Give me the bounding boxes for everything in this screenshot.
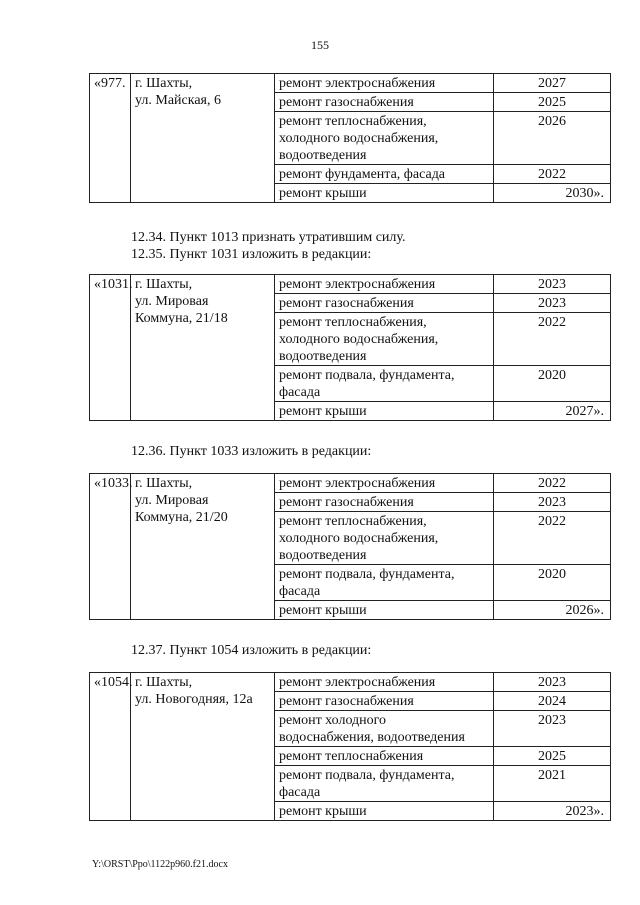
year-cell: 2022 xyxy=(494,165,611,184)
address-line: г. Шахты, xyxy=(135,675,193,690)
item-number: «1031. xyxy=(90,275,131,421)
work-cell xyxy=(275,366,494,402)
year-cell: 2023 xyxy=(494,673,611,692)
work-cell xyxy=(275,474,494,493)
work-line: ремонт электроснабжения xyxy=(279,476,436,491)
table-item-977 xyxy=(89,73,611,203)
work-cell xyxy=(275,512,494,565)
address-cell xyxy=(131,275,275,421)
year-cell: 2027 xyxy=(494,74,611,93)
year-cell: 2022 xyxy=(494,474,611,493)
work-cell xyxy=(275,184,494,203)
page-number: 155 xyxy=(311,38,329,52)
work-line: ремонт холодного xyxy=(279,713,387,728)
work-line: водоотведения xyxy=(279,548,367,563)
work-cell xyxy=(275,74,494,93)
address-cell xyxy=(131,474,275,620)
address-line: ул. Мировая xyxy=(135,493,209,508)
work-line: ремонт подвала, фундамента, xyxy=(279,368,455,383)
work-line: ремонт теплоснабжения xyxy=(279,749,424,764)
year-cell: 2026 xyxy=(494,112,611,165)
address-line: ул. Мировая xyxy=(135,294,209,309)
paragraph-12-36: 12.36. Пункт 1033 изложить в редакции: xyxy=(131,444,372,459)
work-line: водоснабжения, водоотведения xyxy=(279,730,465,745)
year-cell: 2023 xyxy=(494,275,611,294)
work-cell xyxy=(275,673,494,692)
year-cell: 2025 xyxy=(494,747,611,766)
work-cell xyxy=(275,601,494,620)
work-line: фасада xyxy=(279,584,321,599)
work-line: ремонт электроснабжения xyxy=(279,675,436,690)
work-line: ремонт теплоснабжения, xyxy=(279,514,427,529)
work-line: водоотведения xyxy=(279,148,367,163)
address-cell xyxy=(131,673,275,821)
table-item-1031 xyxy=(89,274,611,421)
work-line: ремонт газоснабжения xyxy=(279,694,414,709)
work-line: ремонт подвала, фундамента, xyxy=(279,768,455,783)
work-cell xyxy=(275,165,494,184)
address-line: Коммуна, 21/20 xyxy=(135,510,228,525)
work-line: ремонт фундамента, фасада xyxy=(279,167,446,182)
paragraph-12-35: 12.35. Пункт 1031 изложить в редакции: xyxy=(131,247,372,262)
work-line: ремонт теплоснабжения, xyxy=(279,315,427,330)
work-cell xyxy=(275,802,494,821)
work-cell xyxy=(275,294,494,313)
year-cell: 2023 xyxy=(494,294,611,313)
work-line: ремонт теплоснабжения, xyxy=(279,114,427,129)
repair-table xyxy=(89,73,611,203)
work-line: холодного водоснабжения, xyxy=(279,131,439,146)
year-cell: 2023». xyxy=(494,802,611,821)
work-line: ремонт подвала, фундамента, xyxy=(279,567,455,582)
work-line: холодного водоснабжения, xyxy=(279,332,439,347)
paragraph-12-34: 12.34. Пункт 1013 признать утратившим силу. xyxy=(131,230,406,245)
year-cell: 2020 xyxy=(494,565,611,601)
table-row xyxy=(90,673,611,692)
work-cell xyxy=(275,565,494,601)
item-number: «977. xyxy=(90,74,131,203)
address-line: г. Шахты, xyxy=(135,476,193,491)
work-line: холодного водоснабжения, xyxy=(279,531,439,546)
year-cell: 2027». xyxy=(494,402,611,421)
address-line: Коммуна, 21/18 xyxy=(135,311,228,326)
work-cell xyxy=(275,275,494,294)
work-line: фасада xyxy=(279,785,321,800)
work-line: ремонт крыши xyxy=(279,404,367,419)
year-cell: 2023 xyxy=(494,711,611,747)
repair-table xyxy=(89,672,611,821)
work-line: ремонт газоснабжения xyxy=(279,296,414,311)
work-cell xyxy=(275,313,494,366)
work-line: ремонт электроснабжения xyxy=(279,76,436,91)
address-line: ул. Новогодняя, 12а xyxy=(135,692,253,707)
address-line: г. Шахты, xyxy=(135,277,193,292)
paragraph-12-37: 12.37. Пункт 1054 изложить в редакции: xyxy=(131,643,372,658)
address-line: г. Шахты, xyxy=(135,76,193,91)
year-cell: 2030». xyxy=(494,184,611,203)
repair-table xyxy=(89,274,611,421)
year-cell: 2026». xyxy=(494,601,611,620)
table-row xyxy=(90,74,611,93)
work-line: фасада xyxy=(279,385,321,400)
work-line: ремонт крыши xyxy=(279,186,367,201)
footer-file-path: Y:\ORST\Ppo\1122p960.f21.docx xyxy=(92,859,228,870)
work-cell xyxy=(275,493,494,512)
year-cell: 2024 xyxy=(494,692,611,711)
year-cell: 2025 xyxy=(494,93,611,112)
work-cell xyxy=(275,402,494,421)
work-cell xyxy=(275,692,494,711)
work-cell xyxy=(275,747,494,766)
item-number: «1033. xyxy=(90,474,131,620)
year-cell: 2022 xyxy=(494,313,611,366)
work-line: ремонт электроснабжения xyxy=(279,277,436,292)
work-cell xyxy=(275,711,494,747)
work-line: ремонт газоснабжения xyxy=(279,95,414,110)
item-number: «1054. xyxy=(90,673,131,821)
work-cell xyxy=(275,766,494,802)
table-row xyxy=(90,474,611,493)
work-cell xyxy=(275,112,494,165)
work-line: ремонт крыши xyxy=(279,804,367,819)
year-cell: 2020 xyxy=(494,366,611,402)
year-cell: 2023 xyxy=(494,493,611,512)
work-line: ремонт газоснабжения xyxy=(279,495,414,510)
work-cell xyxy=(275,93,494,112)
year-cell: 2022 xyxy=(494,512,611,565)
address-cell xyxy=(131,74,275,203)
work-line: водоотведения xyxy=(279,349,367,364)
table-item-1033 xyxy=(89,473,611,620)
repair-table xyxy=(89,473,611,620)
year-cell: 2021 xyxy=(494,766,611,802)
table-item-1054 xyxy=(89,672,611,821)
address-line: ул. Майская, 6 xyxy=(135,93,221,108)
table-row xyxy=(90,275,611,294)
work-line: ремонт крыши xyxy=(279,603,367,618)
